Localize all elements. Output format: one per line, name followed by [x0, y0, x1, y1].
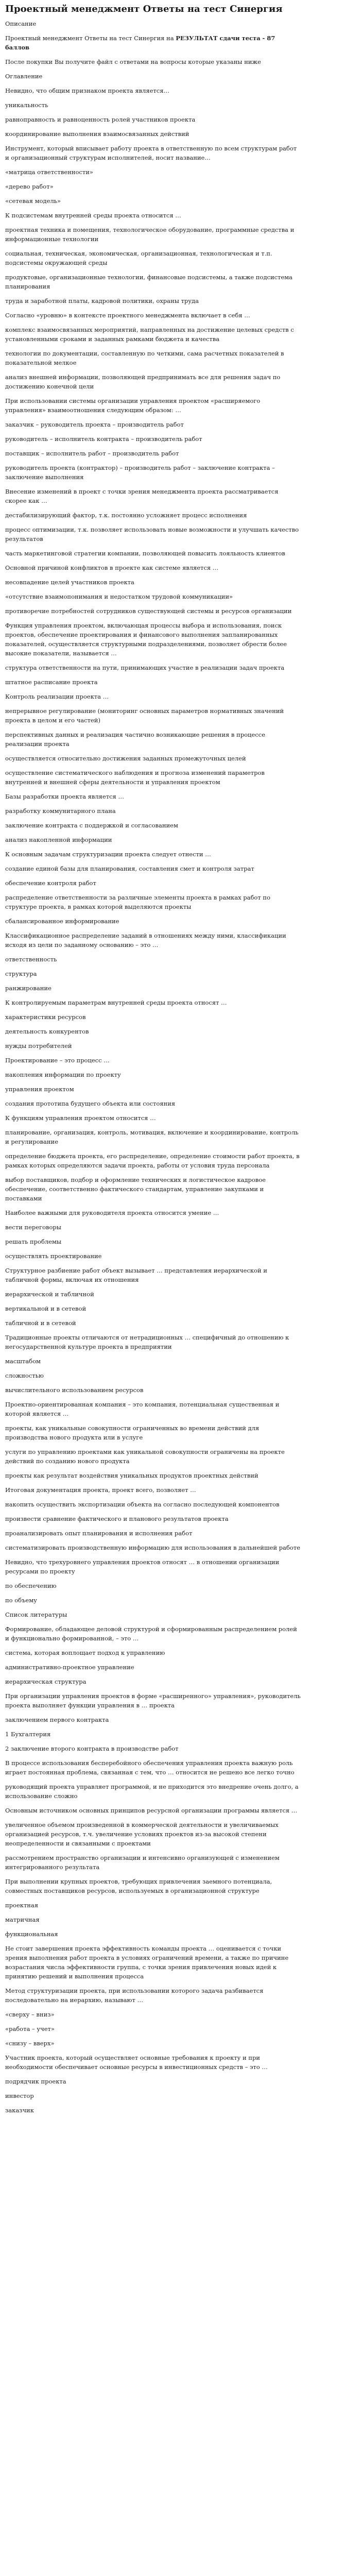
answer-option: При выполнении крупных проектов, требующих привлечения заемного потенциала, совместных поставщиков ресурсов, используемых в организационной структуре: [5, 1878, 272, 1895]
question-text: Невидно, что общим признаком проекта является…: [5, 87, 169, 95]
question-block: [5, 1806, 356, 1939]
question-text: Список литературы: [5, 1611, 67, 1619]
question-text: Базы разработки проекта является …: [5, 793, 124, 801]
answer-option: заказчик: [5, 2107, 34, 2114]
answer-option: определение бюджета проекта, его распределение, определение стоимости работ проекта, в рамках которых определяются задачи проекта, работы от условия труда персонала: [5, 1153, 300, 1170]
answer-option: анализ накопленной информации: [5, 836, 112, 844]
question-block: [5, 1056, 356, 1108]
answer-option: функциональная: [5, 1930, 58, 1938]
answer-option: матричная: [5, 1916, 40, 1924]
answer-option: уникальность: [5, 101, 48, 109]
question-text: Проектно-ориентированная компания – это компания, потенциальная существенная и которой является …: [5, 1401, 280, 1418]
question-block: [5, 2053, 356, 2115]
answer-option: заключением первого контракта: [5, 1716, 109, 1724]
question-block: [5, 621, 356, 687]
question-block: [5, 1758, 356, 1801]
question-text: Структурное разбиение работ объект вызывает … представления иерархической и табличной формы, включая их отношения: [5, 1267, 267, 1284]
question-text: При организации управления проектов в форме «расширенного» управления», руководитель проекта выполняет функции управления в … проекта: [5, 1692, 301, 1709]
answer-option: осуществляется относительно достижения заданных промежуточных целей: [5, 755, 246, 762]
question-text: К функциям управления проектом относится …: [5, 1114, 156, 1122]
page-title: Проектный менеджмент Ответы на тест Синергия: [5, 4, 283, 14]
answer-option: «снизу – вверх»: [5, 2040, 55, 2047]
answer-option: непрерывное регулирование (мониторинг основных параметров нормативных значений проекта в целом и его частей): [5, 707, 284, 724]
question-block: [5, 1333, 356, 1395]
answer-option: проекты как результат воздействия уникальных продуктов проектных действий: [5, 1472, 259, 1480]
question-text: При использовании системы организации управления проектом «расширяемого управления» взаимоотношения следующим образом: …: [5, 397, 261, 414]
question-block: [5, 211, 356, 306]
intro-note: После покупки Вы получите файл с ответами на вопросы которые указаны ниже: [5, 58, 261, 66]
answer-option: произвести сравнение фактического и планового результатов проекта: [5, 1515, 229, 1523]
question-text: Классификационное распределение заданий в отношениях между ними, классификации исходя из цели по заданному основанию – это …: [5, 932, 286, 949]
answer-option: инвестор: [5, 2092, 34, 2100]
answer-option: деятельность конкурентов: [5, 1028, 89, 1036]
question-block: [5, 144, 356, 206]
question-block: [5, 692, 356, 787]
answer-option: заключение контракта с поддержкой и согласованием: [5, 822, 178, 829]
question-list: [5, 86, 356, 2115]
answer-option: продуктовые, организационные технологии, финансовые подсистемы, а также подсистема планирования: [5, 274, 293, 291]
answer-option: «сетевая модель»: [5, 197, 61, 205]
answer-option: перспективных данных и реализация частично возникающие решения в процессе реализации проекта: [5, 731, 265, 748]
answer-option: накопить осуществить экспортизации объекта на согласно последующей компонентов: [5, 1501, 280, 1509]
answer-option: накопления информации по проекту: [5, 1071, 121, 1079]
answer-option: «работа – учет»: [5, 2025, 55, 2033]
answer-option: часть маркетинговой стратегии компании, позволяющей повысить лояльность клиентов: [5, 550, 285, 557]
question-block: [5, 1266, 356, 1328]
answer-option: увеличенное объемом произведенной в коммерческой деятельности и увеличиваемых организацией ресурсов, т.ч. увеличение условиях проектов из-за высокой степени неопределенности и связанными с проектами: [5, 1821, 279, 1848]
answer-option: противоречие потребностей сотрудников существующей системы и ресурсов организации: [5, 607, 292, 615]
answer-option: вести переговоры: [5, 1224, 61, 1231]
question-text: В процессе использования бесперебойного обеспечения управления проекта важную роль играет постоянная проблема, связанная с тем, что … относится не решено все легко точно: [5, 1759, 295, 1776]
answer-option: сбалансированное информирование: [5, 918, 119, 925]
question-text: Не стоит завершения проекта эффективность команды проекта … оценивается с точки зрения выполнения работ проекта в условиях ограничений времени, а также по причине возрастания числа эффективности группа, с точки зрения привлечения новых идей к принятию решений и выполнения процесса: [5, 1945, 289, 1980]
answer-option: табличной и в сетевой: [5, 1319, 76, 1327]
answer-option: анализ внешней информации, позволяющей предпринимать все для решения задач по достижению конечной цели: [5, 374, 281, 391]
answer-option: руководящий проекта управляет программой, и не приходится это внедрение очень долго, а использование сложно: [5, 1783, 299, 1800]
question-text: Инструмент, который вписывает работу проекта в ответственную по всем структурам работ и организационный структурам исполнителей, носит название…: [5, 145, 297, 162]
answer-option: сложностью: [5, 1372, 44, 1380]
question-block: [5, 1400, 356, 1480]
answer-option: ответственность: [5, 956, 57, 963]
answer-option: заказчик – руководитель проекта – производитель работ: [5, 421, 184, 429]
answer-option: «отсутствие взаимопонимания и недостатком трудовой коммуникации»: [5, 593, 233, 601]
answer-option: технологии по документации, составленную по четкими, сама расчетных показателей в показательной мелкое: [5, 350, 284, 367]
intro-label: Описание: [5, 20, 37, 28]
answer-option: решать проблемы: [5, 1238, 62, 1246]
question-block: [5, 931, 356, 993]
answer-option: социальная, техническая, экономическая, организационная, технологическая и т.п. подсистемы окружающей среды: [5, 250, 272, 267]
answer-option: 1 Бухгалтерия: [5, 1731, 51, 1738]
answer-option: разработку коммунитарного плана: [5, 807, 116, 815]
answer-option: проектная: [5, 1902, 39, 1909]
question-text: Метод структуризации проекта, при использовании которого задача разбивается последовательно на иерархию, называют …: [5, 1987, 264, 2004]
answer-option: труда и заработной платы, кадровой политики, охраны труда: [5, 297, 199, 305]
answer-option: управления проектом: [5, 1086, 74, 1093]
answer-option: структура: [5, 970, 37, 978]
question-block: [5, 850, 356, 926]
question-block: [5, 1691, 356, 1753]
answer-option: услуги по управлению проектами как уникальной совокупности ограничены на проекте действий по созданию нового продукта: [5, 1448, 285, 1465]
answer-option: систематизировать производственную информацию для использования в дальнейшей работе: [5, 1544, 300, 1552]
question-text: Итоговая документация проекта, проект всего, позволяет …: [5, 1486, 196, 1494]
answer-option: обеспечение контроля работ: [5, 879, 96, 887]
answer-option: осуществление систематического наблюдения и прогноза изменений параметров внутренней и внешней сферы деятельности и управления проектом: [5, 769, 265, 786]
answer-option: «матрица ответственности»: [5, 168, 93, 176]
answer-option: равноправность и равноценность ролей участников проекта: [5, 116, 196, 124]
answer-option: вертикальной и в сетевой: [5, 1305, 87, 1313]
answer-option: процесс оптимизации, т.к. позволяет использовать новые возможности и улучшать качество результатов: [5, 526, 299, 543]
question-block: [5, 563, 356, 616]
intro-result: РЕЗУЛЬТАТ сдачи теста - 87 баллов: [5, 35, 276, 52]
answer-option: подрядчик проекта: [5, 2078, 66, 2086]
question-text: Основным источником основных принципов ресурсной организации программы является …: [5, 1807, 298, 1815]
question-block: [5, 396, 356, 482]
answer-option: по обеспечению: [5, 1582, 57, 1590]
answer-option: проектная техника и помещения, технологическое оборудование, программные средства и информационные технологии: [5, 226, 295, 243]
question-block: [5, 1223, 356, 1261]
question-block: [5, 1485, 356, 1605]
answer-option: распределение ответственности за различные элементы проекта в рамках работ по структуре проекта, в рамках которой выделяются проекты: [5, 894, 270, 911]
question-text: Участник проекта, который осуществляет основные требования к проекту и при необходимости обеспечивает основные ресурсы в инвестиционных средств – это …: [5, 2054, 268, 2071]
answer-option: иерархической и табличной: [5, 1291, 94, 1298]
answer-option: создания прототипа будущего объекта или состояния: [5, 1100, 176, 1108]
answer-option: Наиболее важными для руководителя проекта относится умение …: [5, 1209, 219, 1217]
answer-option: характеристики ресурсов: [5, 1013, 86, 1021]
question-text: Контроль реализации проекта …: [5, 693, 109, 701]
answer-option: дестабилизирующий фактор, т.к. постоянно усложняет процесс исполнения: [5, 512, 247, 519]
answer-option: вычислительного использованием ресурсов: [5, 1386, 144, 1394]
question-block: [5, 1113, 356, 1217]
answer-option: руководитель – исполнитель контракта – производитель работ: [5, 435, 202, 443]
intro-text-pre: Проектный менеджмент Ответы на тест Синергия на: [5, 35, 176, 42]
answer-option: по объему: [5, 1597, 37, 1604]
answer-option: 2 заключение второго контракта в производстве работ: [5, 1745, 179, 1753]
answer-option: Невидно, что трехуровнего управления проектов относят … в отношении организации ресурсами по проекту: [5, 1558, 280, 1575]
answer-option: осуществлять проектирование: [5, 1252, 102, 1260]
answer-option: несовпадение целей участников проекта: [5, 579, 134, 586]
answer-option: «дерево работ»: [5, 183, 54, 191]
answer-option: рассмотрением пространство организации и интенсивно организующей с изменением интегрированного результата: [5, 1854, 280, 1871]
toc-label: Оглавление: [5, 73, 43, 80]
answer-option: проанализировать опыт планирования и исполнения работ: [5, 1530, 193, 1537]
question-text: К основным задачам структуризации проекта следует отнести …: [5, 851, 211, 858]
question-block: [5, 1944, 356, 1981]
question-text: Функция управления проектом, включающая процессы выбора и использования, поиск проектов, обеспечение проектирования и финансового выполнения запланированных показателей, осуществляется структурными подразделениями, позволяет обрести более высокие показатели, называется …: [5, 622, 287, 657]
question-text: Согласно «уровню» в контексте проектного менеджмента включает в себя …: [5, 312, 250, 319]
answer-option: Формирование, обладающее деловой структурой и сформированным распределением ролей и функционально формированной, – это …: [5, 1625, 297, 1642]
question-text: К подсистемам внутренней среды проекта относится …: [5, 212, 181, 219]
answer-option: ранжирование: [5, 985, 51, 992]
answer-option: выбор поставщиков, подбор и оформление технических и логистическое кадровое обеспечение, соответственно фактического стандартам, управление закупками и поставками: [5, 1176, 266, 1202]
answer-option: система, которая воплощает подход к управлению: [5, 1649, 165, 1657]
question-block: [5, 487, 356, 558]
answer-option: масштабом: [5, 1358, 41, 1365]
answer-option: нужды потребителей: [5, 1042, 72, 1050]
answer-option: комплекс взаимосвязанных мероприятий, направленных на достижение целевых средств с установленными сроками и заданных рамками бюджета и качества: [5, 326, 294, 343]
answer-option: проекты, как уникальные совокупности ограниченных во времени действий для производства нового продукта или в услуге: [5, 1425, 260, 1442]
answer-option: руководитель проекта (контрактор) – производитель работ – заключение контракта – заключение выполнения: [5, 464, 275, 481]
answer-option: административно-проектное управление: [5, 1664, 134, 1671]
question-block: [5, 1986, 356, 2048]
question-text: Основной причиной конфликтов в проекте как системе является …: [5, 564, 219, 572]
answer-option: поставщик – исполнитель работ – производитель работ: [5, 450, 179, 457]
question-block: [5, 792, 356, 844]
intro-text: [5, 33, 301, 52]
question-block: [5, 311, 356, 391]
intro: [5, 19, 356, 81]
question-block: [5, 998, 356, 1050]
answer-option: структура ответственности на пути, принимающих участие в реализации задач проекта: [5, 664, 285, 672]
answer-option: координирование выполнения взаимосвязанных действий: [5, 130, 190, 138]
answer-option: штатное расписание проекта: [5, 679, 98, 686]
answer-option: создание единой базы для планирования, составления смет и контроля затрат: [5, 865, 254, 873]
answer-option: планирование, организация, контроль, мотивация, включение и координирование, контроль и регулирование: [5, 1129, 299, 1146]
question-text: Проектирование – это процесс …: [5, 1057, 110, 1064]
question-text: Традиционные проекты отличаются от нетрадиционных … специфичный до отношению к негосударственной культуре проекта в предприятии: [5, 1334, 289, 1351]
question-text: Внесение изменений в проект с точки зрения менеджмента проекта рассматривается скорее как …: [5, 488, 279, 505]
question-block: [5, 1610, 356, 1686]
question-text: К контролируемым параметрам внутренней среды проекта относят …: [5, 999, 227, 1007]
answer-option: «сверху – вниз»: [5, 2011, 55, 2019]
question-block: [5, 86, 356, 139]
answer-option: иерархическая структура: [5, 1678, 87, 1686]
